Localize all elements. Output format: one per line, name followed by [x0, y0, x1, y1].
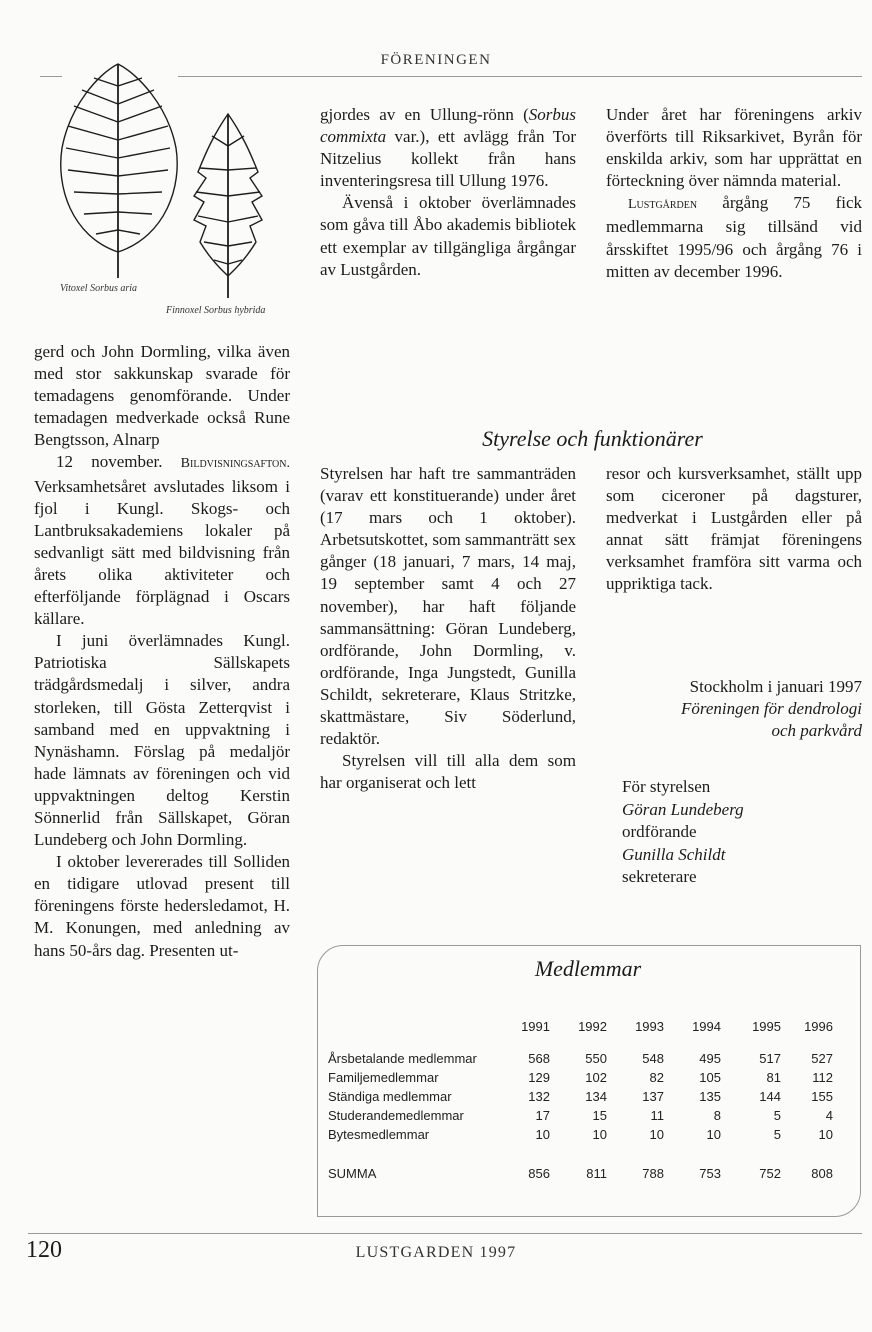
col2-paragraph-2: Ävenså i oktober överlämnades som gåva till Åbo akademis bibliotek ett exemplar av tillgängliga årgångar av Lustgården. [320, 193, 576, 279]
year-header: 1991 [521, 1018, 550, 1034]
table-header-row [328, 1013, 833, 1039]
total-label: SUMMA [328, 1166, 377, 1181]
row-label: Studerandemedlemmar [328, 1108, 464, 1123]
members-rows [328, 1049, 833, 1144]
col2-paragraph-1: gjordes av en Ullung-rönn (Sorbus commixta var.), ett avlägg från Tor Nitzelius kollekt från hans inventeringsresa till Ullung 1976. [320, 105, 576, 191]
organisation-line-2: och parkvård [771, 721, 862, 740]
journal-footer: LUSTGARDEN 1997 [355, 1244, 517, 1261]
year-header: 1996 [804, 1018, 833, 1034]
column-1 [34, 341, 290, 962]
secretary-role: sekreterare [622, 867, 697, 886]
table-cell: 134 [585, 1089, 607, 1104]
leaf-illustration [36, 56, 298, 318]
total-cell: 811 [586, 1166, 607, 1181]
col1-date: 12 november. [56, 452, 163, 472]
row-label: Ständiga medlemmar [328, 1089, 452, 1104]
table-cell: 10 [706, 1127, 721, 1142]
table-cell: 102 [585, 1070, 607, 1085]
table-cell: 135 [699, 1089, 721, 1104]
running-header: FÖRENINGEN [380, 52, 492, 68]
table-cell: 112 [812, 1070, 833, 1085]
organisation-line-1: Föreningen för dendrologi [681, 699, 862, 718]
secretary-name: Gunilla Schildt [622, 844, 726, 864]
table-cell: 568 [528, 1051, 550, 1066]
table-cell: 550 [585, 1051, 607, 1066]
table-cell: 10 [592, 1127, 607, 1142]
board-paragraph-2: Styrelsen vill till alla dem som har organiserat och lett [320, 751, 576, 793]
board-paragraph-1: Styrelsen har haft tre sammanträden (varav ett konstituerande) under året (17 mars och 1 oktober). Arbetsutskottet, som sammanträtt sex gånger (18 januari, 7 mars, 14 maj, 19 september samt 4 och 27 november), har haft följande sammansättning: Göran Lundeberg, ordförande, John Dormling, v. ordförande, Inga Jungstedt, Gunilla Schildt, sekreterare, Klaus Stritzke, skattmästare, Siv Söderlund, redaktör. [320, 464, 576, 749]
journal-name: Lustgården [628, 197, 698, 213]
column-3-top [606, 104, 862, 283]
table-cell: 4 [825, 1108, 833, 1123]
table-cell: 495 [699, 1051, 721, 1066]
table-cell: 144 [759, 1089, 781, 1104]
year-header: 1994 [692, 1018, 721, 1034]
column-2-top [320, 104, 576, 281]
col1-paragraph-4: I oktober levererades till Solliden en tidigare utlovad present till föreningens förste hedersledamot, H. M. Konungen, med anledning av hans 50-års dag. Presenten ut- [34, 852, 290, 960]
table-cell: 137 [642, 1089, 664, 1104]
total-cell: 752 [759, 1166, 781, 1181]
chairman-name: Göran Lundeberg [622, 799, 744, 819]
footer-rule [28, 1233, 862, 1234]
table-cell: 82 [649, 1070, 664, 1085]
col3-paragraph-1: Under året har föreningens arkiv överförts till Riksarkivet, Byrån för enskilda arkiv, som har upprättat en förteckning över nämnda material. [606, 105, 862, 191]
col1-event-text: Verksamhetsåret avslutades liksom i fjol i Kungl. Skogs- och Lantbruksakademiens lokaler på sedvanligt sätt med bildvisning från årets olika aktiviteter och efterföljande förplägnad i Oscars källare. [34, 476, 290, 629]
col1-paragraph-2 [34, 451, 290, 630]
section-column-3 [606, 463, 862, 596]
table-cell: 8 [713, 1108, 721, 1123]
table-cell: 548 [642, 1051, 664, 1066]
row-label: Bytesmedlemmar [328, 1127, 430, 1142]
table-cell: 5 [773, 1127, 781, 1142]
table-cell: 129 [528, 1070, 550, 1085]
table-cell: 132 [528, 1089, 550, 1104]
section-title: Styrelse och funktionärer [482, 426, 703, 451]
for-board: För styrelsen [622, 777, 711, 796]
board-paragraph-3: resor och kursverksamhet, ställt upp som ciceroner på dagsturer, medverkat i Lustgården eller på annat sätt främjat föreningens verksamhet framföra sitt varma och uppriktiga tack. [606, 464, 862, 594]
table-row [328, 1087, 833, 1106]
place-date: Stockholm i januari 1997 [689, 677, 862, 696]
section-column-2 [320, 463, 576, 794]
table-cell: 527 [811, 1051, 833, 1066]
col1-paragraph-1: gerd och John Dormling, vilka även med stor sakkunskap svarade för temadagens genomförande. Under temadagen medverkade också Rune Bengtsson, Alnarp [34, 342, 290, 450]
total-cell: 808 [811, 1166, 833, 1181]
members-title: Medlemmar [534, 956, 642, 981]
table-cell: 81 [766, 1070, 781, 1085]
year-header: 1993 [635, 1018, 664, 1034]
table-cell: 105 [699, 1070, 721, 1085]
table-row [328, 1125, 833, 1144]
table-row [328, 1068, 833, 1087]
total-cell: 856 [528, 1166, 550, 1181]
members-table [328, 1013, 833, 1183]
total-cell: 788 [642, 1166, 664, 1181]
table-total-row [328, 1164, 833, 1183]
table-cell: 15 [592, 1108, 607, 1123]
col1-event-heading: Bildvisningsafton. [180, 456, 290, 472]
table-cell: 5 [773, 1108, 781, 1123]
signature-names [622, 776, 862, 889]
table-cell: 10 [649, 1127, 664, 1142]
row-label: Familjemedlemmar [328, 1070, 439, 1085]
page-number: 120 [26, 1237, 62, 1263]
table-cell: 17 [535, 1108, 550, 1123]
table-cell: 10 [535, 1127, 550, 1142]
year-header: 1992 [578, 1018, 607, 1034]
year-header: 1995 [752, 1018, 781, 1034]
col1-paragraph-3: I juni överlämnades Kungl. Patriotiska Sällskapets trädgårdsmedalj i silver, andra storleken, till Gösta Zetterqvist i samband med en uppvaktning i Nynäshamn. Förslag på medaljör hade lämnats av föreningen och vid uppvaktningen deltog Kerstin Sönnerlid från Sällskapet, Göran Lundeberg och John Dormling. [34, 631, 290, 850]
table-row [328, 1049, 833, 1068]
table-cell: 11 [650, 1108, 664, 1123]
signature-place [606, 676, 862, 742]
col3-paragraph-2: Lustgården årgång 75 fick medlemmarna sig tillsänd vid årsskiftet 1995/96 och årgång 76 i mitten av december 1996. [606, 193, 862, 281]
row-label: Årsbetalande medlemmar [328, 1051, 477, 1066]
table-row [328, 1106, 833, 1125]
table-cell: 10 [818, 1127, 833, 1142]
caption-finnoxel: Finnoxel Sorbus hybrida [166, 305, 266, 316]
chairman-role: ordförande [622, 822, 697, 841]
total-cell: 753 [699, 1166, 721, 1181]
caption-vitoxel: Vitoxel Sorbus aria [60, 283, 138, 294]
table-cell: 517 [759, 1051, 781, 1066]
table-cell: 155 [811, 1089, 833, 1104]
species-name: Sorbus commixta [320, 105, 576, 147]
